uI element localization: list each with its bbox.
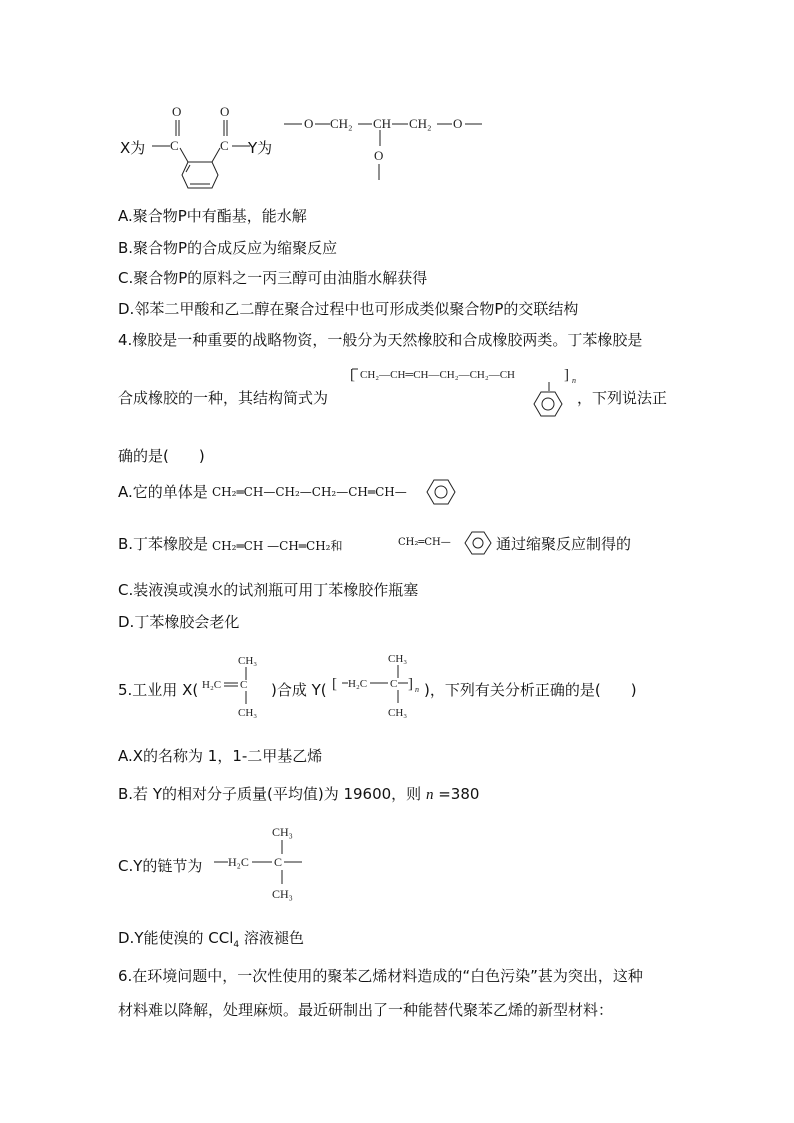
benzene-ring-b (464, 530, 494, 556)
svg-text:C: C (240, 679, 248, 691)
svg-text:CH₃: CH₃ (238, 655, 258, 667)
q5-option-d-tail: 溶液褪色 (239, 929, 304, 947)
sbr-structure (350, 365, 590, 425)
svg-text:CH₂: CH₂ (330, 116, 353, 131)
svg-text:]: ] (408, 676, 413, 692)
svg-text:O: O (453, 116, 463, 131)
svg-text:CH₃: CH₃ (388, 707, 408, 719)
q5-option-b (118, 784, 479, 805)
isobutylene-structure (200, 652, 275, 722)
svg-text:C: C (274, 855, 283, 869)
q6-stem-line2: 材料难以降解，处理麻烦。最近研制出了一种能替代聚苯乙烯的新型材料： (118, 1001, 614, 1019)
x-structure (150, 100, 260, 200)
svg-text:n: n (415, 685, 419, 694)
q5-stem-mid: )合成 Y( (271, 681, 327, 699)
q4-stem-line3: 确的是( ) (118, 447, 205, 465)
q4-option-b-formula1: CH₂═CH —CH═CH₂和 (212, 539, 343, 553)
q4-stem-line2b: ，下列说法正 (577, 389, 668, 407)
q5-option-a: A.X的名称为 1，1-二甲基乙烯 (118, 747, 323, 765)
svg-text:O: O (374, 148, 384, 163)
q4-stem-line1: 4.橡胶是一种重要的战略物资，一般分为天然橡胶和合成橡胶两类。丁苯橡胶是 (118, 331, 643, 349)
svg-text:[: [ (350, 367, 355, 383)
q4-option-c: C.装液溴或溴水的试剂瓶可用丁苯橡胶作瓶塞 (118, 581, 419, 599)
svg-text:C: C (390, 678, 398, 690)
q5-stem-tail: )，下列有关分析正确的是( ) (424, 681, 637, 699)
svg-text:CH₃: CH₃ (388, 653, 408, 665)
y-structure (282, 110, 492, 185)
svg-text:H₂C: H₂C (348, 678, 368, 690)
repeat-unit-structure (214, 822, 309, 907)
q5-option-b-n: n (425, 787, 434, 803)
q4-stem-line2a: 合成橡胶的一种，其结构简式为 (118, 389, 329, 407)
svg-text:n: n (572, 376, 576, 385)
q3-option-b: B.聚合物P的合成反应为缩聚反应 (118, 239, 338, 257)
q4-option-d: D.丁苯橡胶会老化 (118, 613, 240, 631)
q4-option-b-tail: 通过缩聚反应制得的 (496, 535, 632, 553)
q3-option-a: A.聚合物P中有酯基，能水解 (118, 207, 307, 225)
x-o-left: O (172, 104, 182, 119)
svg-text:CH₂—CH═CH—CH₂—CH₂—CH: CH₂—CH═CH—CH₂—CH₂—CH (360, 369, 515, 381)
svg-text:CH₂: CH₂ (409, 116, 432, 131)
svg-text:CH₃: CH₃ (272, 825, 293, 839)
polyisobutylene-structure (332, 648, 422, 728)
q5-stem-lead: 5.工业用 X( (118, 681, 199, 699)
q5-option-b-value: =380 (433, 785, 480, 803)
svg-text:H₂C: H₂C (228, 855, 249, 869)
q5-option-c: C.Y的链节为 (118, 857, 203, 875)
x-c-left: C (170, 138, 179, 153)
q3-option-d: D.邻苯二甲酸和乙二醇在聚合过程中也可形成类似聚合物P的交联结构 (118, 300, 579, 318)
q5-option-d (118, 928, 304, 955)
svg-text:CH₃: CH₃ (238, 707, 258, 719)
q5-option-b-text: B.若 Y的相对分子质量(平均值)为 19600，则 (118, 785, 426, 803)
y-label: Y为 (248, 139, 273, 157)
svg-text:CH: CH (373, 116, 392, 131)
svg-text:H₂C: H₂C (202, 679, 222, 691)
svg-text:O: O (304, 116, 314, 131)
svg-text:CH₃: CH₃ (272, 887, 293, 901)
q5-option-d-sub: 4 (233, 940, 240, 950)
q4-option-a-formula: CH₂═CH—CH₂—CH₂—CH═CH— (212, 485, 407, 499)
x-c-right: C (220, 138, 229, 153)
x-o-right: O (220, 104, 230, 119)
svg-text:[: [ (332, 676, 337, 692)
x-label: X为 (120, 139, 146, 157)
svg-text:]: ] (564, 367, 569, 383)
q6-stem-line1: 6.在环境问题中，一次性使用的聚苯乙烯材料造成的“白色污染”甚为突出，这种 (118, 967, 643, 985)
q5-option-d-text: D.Y能使溴的 CCl (118, 929, 234, 947)
q4-option-b-formula2: CH₂═CH— (398, 537, 451, 548)
benzene-ring-a (425, 478, 459, 506)
q4-option-b: B.丁苯橡胶是 (118, 535, 209, 553)
q3-option-c: C.聚合物P的原料之一丙三醇可由油脂水解获得 (118, 269, 428, 287)
q4-option-a: A.它的单体是 (118, 483, 208, 501)
